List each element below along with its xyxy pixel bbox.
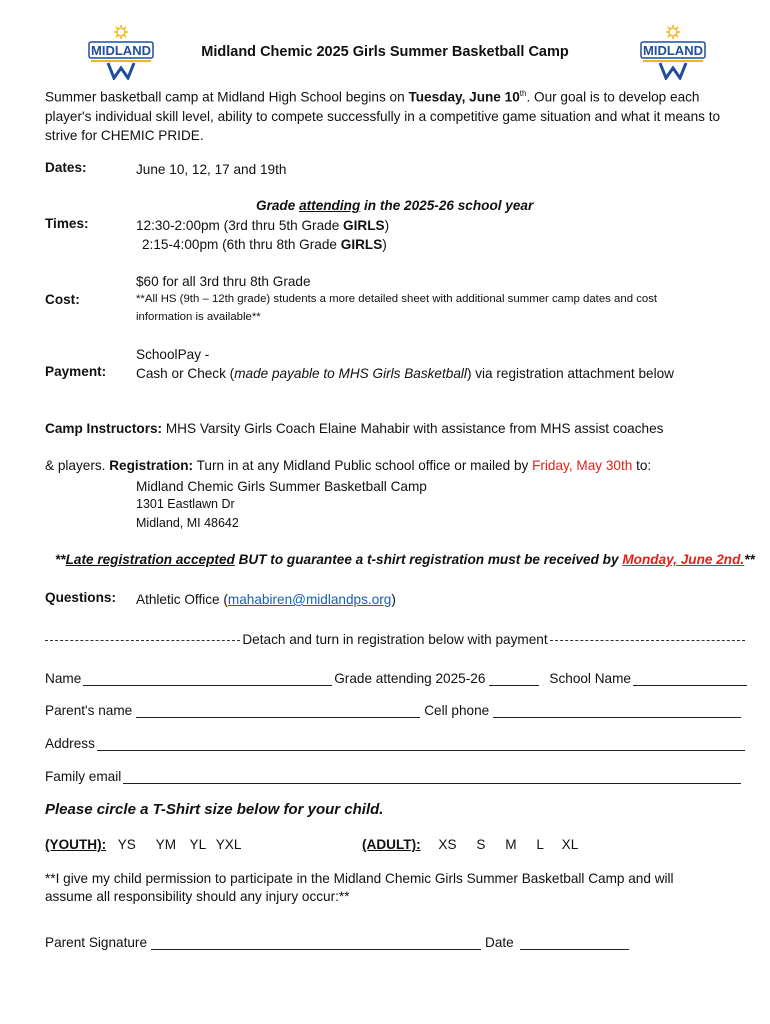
form-row-name: Name Grade attending 2025-26 School Name: [45, 671, 747, 686]
detach-line: Detach and turn in registration below with payment: [45, 632, 745, 647]
size-xl[interactable]: XL: [561, 837, 579, 852]
grade-heading: Grade attending in the 2025-26 school year: [256, 198, 534, 213]
athletic-office-email-link[interactable]: mahabiren@midlandps.org: [227, 592, 392, 607]
registration-line: & players. Registration: Turn in at any Midland Public school office or mailed by Friday, May 30th to:: [45, 458, 652, 473]
cell-phone-field[interactable]: [493, 705, 741, 718]
form-row-email: Family email: [45, 769, 743, 784]
page-title: Midland Chemic 2025 Girls Summer Basketball Camp: [201, 44, 569, 60]
cost-line-1: $60 for all 3rd thru 8th Grade: [136, 274, 311, 289]
permission-statement: **I give my child permission to participate in the Midland Chemic Girls Summer Basketball Camp and will assume all responsibility should any injury occur:**: [45, 871, 674, 904]
cost-note: **All HS (9th – 12th grade) students a more detailed sheet with additional summer camp dates and cost information is available**: [136, 293, 658, 323]
size-l[interactable]: L: [536, 837, 544, 852]
youth-sizes: (YOUTH): YS YM YL YXL: [45, 837, 242, 852]
address-field[interactable]: [97, 738, 745, 751]
mailing-address-street: 1301 Eastlawn Dr: [136, 497, 235, 511]
size-ym[interactable]: YM: [155, 837, 177, 852]
size-yl[interactable]: YL: [189, 837, 207, 852]
size-yxl[interactable]: YXL: [215, 837, 242, 852]
parent-name-field[interactable]: [136, 705, 420, 718]
date-field[interactable]: [520, 937, 629, 950]
mailing-address-city: Midland, MI 48642: [136, 516, 239, 530]
times-label: Times:: [45, 216, 89, 231]
times-line-1: 12:30-2:00pm (3rd thru 5th Grade GIRLS): [136, 218, 390, 233]
school-name-field[interactable]: [633, 673, 747, 686]
parent-signature-field[interactable]: [151, 937, 481, 950]
intro-paragraph: Summer basketball camp at Midland High School begins on Tuesday, June 10th. Our goal is to develop each player's individual skill level, ability to compete successfully in a competitive game situation and what it means to strive for CHEMIC PRIDE.: [45, 89, 721, 143]
camp-instructors: Camp Instructors: MHS Varsity Girls Coach Elaine Mahabir with assistance from MHS assist coaches: [45, 421, 664, 436]
dates-value: June 10, 12, 17 and 19th: [136, 162, 287, 177]
payment-line-1: SchoolPay -: [136, 347, 210, 362]
late-registration-note: **Late registration accepted BUT to guarantee a t-shirt registration must be received by Monday, June 2nd.**: [55, 552, 755, 567]
size-m[interactable]: M: [505, 837, 517, 852]
name-field[interactable]: [83, 673, 332, 686]
payment-line-2: Cash or Check (made payable to MHS Girls Basketball) via registration attachment below: [136, 366, 674, 381]
dates-label: Dates:: [45, 160, 87, 175]
payment-label: Payment:: [45, 364, 107, 379]
cost-label: Cost:: [45, 292, 80, 307]
form-row-address: Address: [45, 736, 747, 751]
times-line-2: 2:15-4:00pm (6th thru 8th Grade GIRLS): [142, 237, 387, 252]
family-email-field[interactable]: [123, 771, 741, 784]
grade-field[interactable]: [489, 673, 539, 686]
size-s[interactable]: S: [476, 837, 486, 852]
tshirt-heading: Please circle a T-Shirt size below for your child.: [45, 801, 384, 818]
size-xs[interactable]: XS: [438, 837, 457, 852]
form-row-parent: Parent's name Cell phone: [45, 703, 743, 718]
size-ys[interactable]: YS: [117, 837, 136, 852]
questions-label: Questions:: [45, 590, 116, 605]
adult-sizes: (ADULT): XS S M L XL: [362, 837, 579, 852]
mailing-address-name: Midland Chemic Girls Summer Basketball Camp: [136, 479, 427, 494]
questions-value: Athletic Office (mahabiren@midlandps.org): [136, 592, 396, 607]
signature-row: Parent Signature Date: [45, 935, 631, 950]
svg-text:MIDLAND: MIDLAND: [643, 43, 703, 58]
svg-text:MIDLAND: MIDLAND: [91, 43, 151, 58]
